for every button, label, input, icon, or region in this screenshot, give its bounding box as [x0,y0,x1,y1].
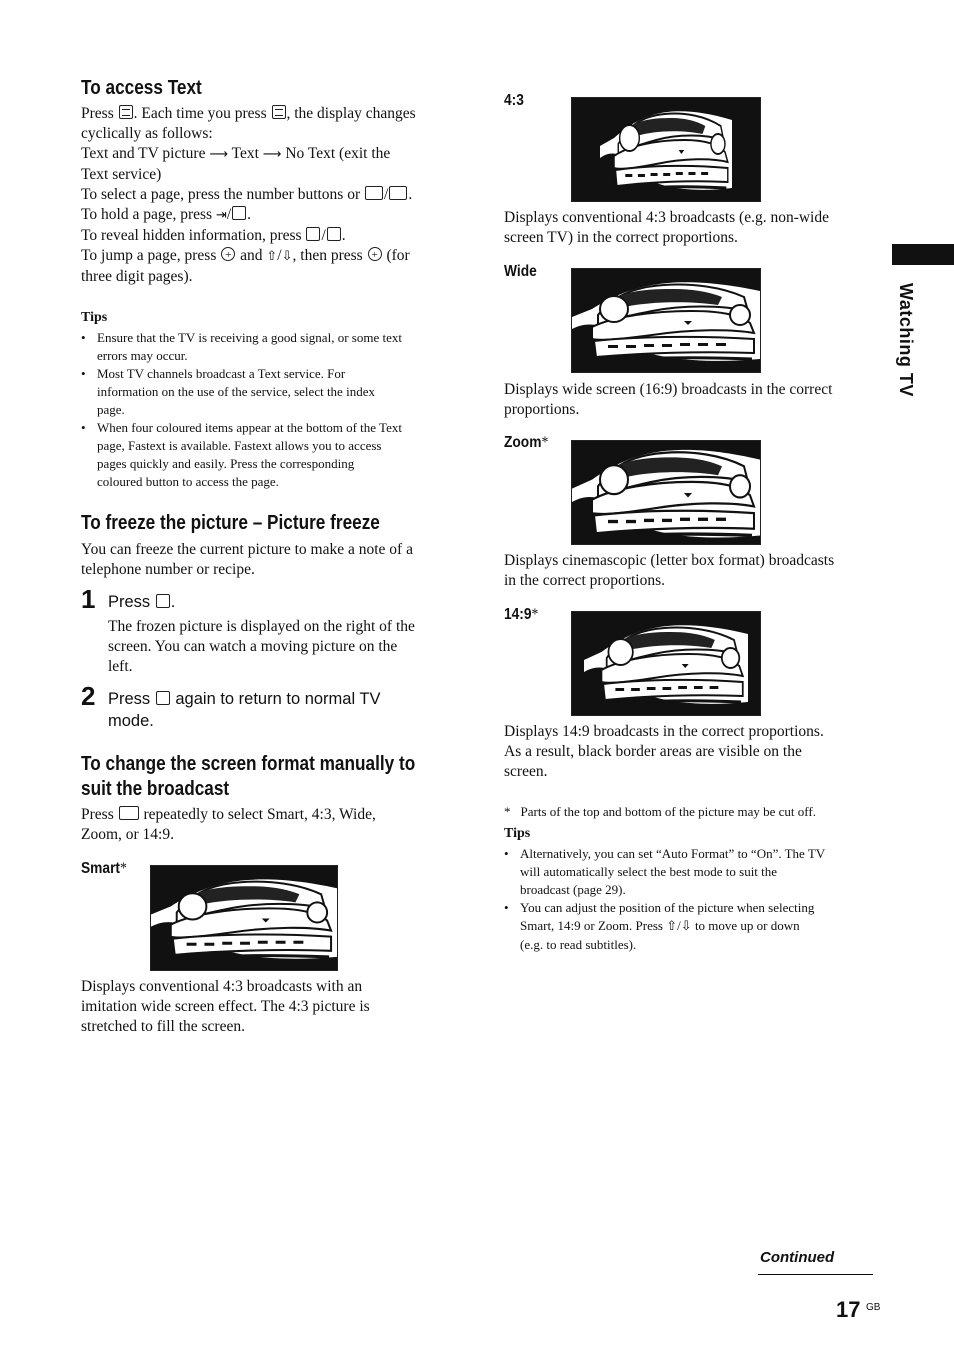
car-illustration [151,866,337,970]
step-1-text: Press . [108,593,176,611]
format-43-label: 4:3 [504,92,524,109]
screen-format-intro: Press repeatedly to select Smart, 4:3, Wide, Zoom, or 14:9. [81,806,376,843]
format-43-description: Displays conventional 4:3 broadcasts (e.g. non-wide screen TV) in the correct proportions. [504,209,829,246]
continued-label: Continued [760,1249,835,1266]
car-picture [571,97,761,202]
access-text-body: Press . Each time you press , the display changes cyclically as follows: Text and TV picture ⟶ Text ⟶ No Text (exit the Text service) To select a page, press the number buttons or / . To hold a page, press ⇥/ . To reveal hidden information, press / . To jump a page, press + and ⇧/⇩, then press + (for three digit pages). [81,104,461,287]
step-1-number: 1 [81,584,96,614]
page-up-icon [365,186,383,200]
smart-description: Displays conventional 4:3 broadcasts with an imitation wide screen effect. The 4:3 picture is stretched to fill the screen. [81,978,370,1035]
wide-label: Wide [504,263,537,280]
zoom-description: Displays cinemascopic (letter box format) broadcasts in the correct proportions. [504,552,835,589]
arrow-right-icon: ⟶ [262,147,282,162]
freeze-icon [156,594,170,608]
tips-title: Tips [81,310,108,325]
screen-format-heading: To change the screen format manually to suit the broadcast [81,753,416,800]
tip-item: • You can adjust the position of the picture when selecting Smart, 14:9 or Zoom. Press ⇧/⇩ to move up or down (e.g. to read subtitles). [504,899,876,954]
reveal-icon [306,227,320,241]
step-2-number: 2 [81,681,96,711]
car-picture [150,865,338,971]
tips-list [81,329,453,491]
page-number: 17 [836,1297,861,1322]
car-picture [571,268,761,373]
footnote: * Parts of the top and bottom of the picture may be cut off. [504,804,816,819]
hold-icon [232,206,246,220]
freeze-icon [156,691,170,705]
car-picture [571,440,761,545]
format-icon [119,806,139,820]
step-2-text: Press again to return to normal TV mode. [108,690,381,730]
page-down-icon [389,186,407,200]
format-149-label: 14:9* [504,606,539,623]
freeze-intro: You can freeze the current picture to make a note of a telephone number or recipe. [81,541,413,578]
car-picture [571,611,761,716]
tip-item: • Alternatively, you can set “Auto Format” to “On”. The TV will automatically select the best mode to suit the broadcast (page 29). [504,845,876,899]
arrow-right-icon: ⟶ [209,147,228,162]
step-1-body: The frozen picture is displayed on the right of the screen. You can watch a moving picture on the left. [108,618,415,675]
hold-icon: ⇥ [215,208,227,223]
side-tab-marker [892,244,954,265]
tips-title: Tips [504,826,531,841]
jump-icon [221,247,235,261]
car-illustration [584,612,748,715]
car-illustration [572,440,760,545]
text-button-icon [119,105,133,119]
reveal-icon [327,227,341,241]
down-arrow-icon: ⇩ [281,249,293,264]
smart-label: Smart* [81,860,127,877]
freeze-heading: To freeze the picture – Picture freeze [81,512,380,534]
down-arrow-icon: ⇩ [680,919,692,934]
tips-list [504,845,876,954]
tip-item: • When four coloured items appear at the bottom of the Text page, Fastext is available. Fastext allows you to access pages quickly and easily. Press the corresponding coloured button to access the page. [81,419,453,491]
wide-description: Displays wide screen (16:9) broadcasts in the correct proportions. [504,381,833,418]
page-suffix: GB [866,1302,881,1313]
up-arrow-icon: ⇧ [666,919,678,934]
car-illustration [572,269,760,372]
side-label: Watching TV [896,283,916,397]
text-button-icon [272,105,286,119]
zoom-label: Zoom* [504,434,549,451]
continued-rule [758,1274,873,1275]
up-arrow-icon: ⇧ [266,249,278,264]
jump-icon [368,247,382,261]
access-text-heading: To access Text [81,77,202,99]
tip-item: • Ensure that the TV is receiving a good signal, or some text errors may occur. [81,329,453,365]
car-illustration [600,98,732,201]
tip-item: • Most TV channels broadcast a Text service. For information on the use of the service, select the index page. [81,365,453,419]
format-149-description: Displays 14:9 broadcasts in the correct proportions. As a result, black border areas are visible on the screen. [504,723,824,780]
